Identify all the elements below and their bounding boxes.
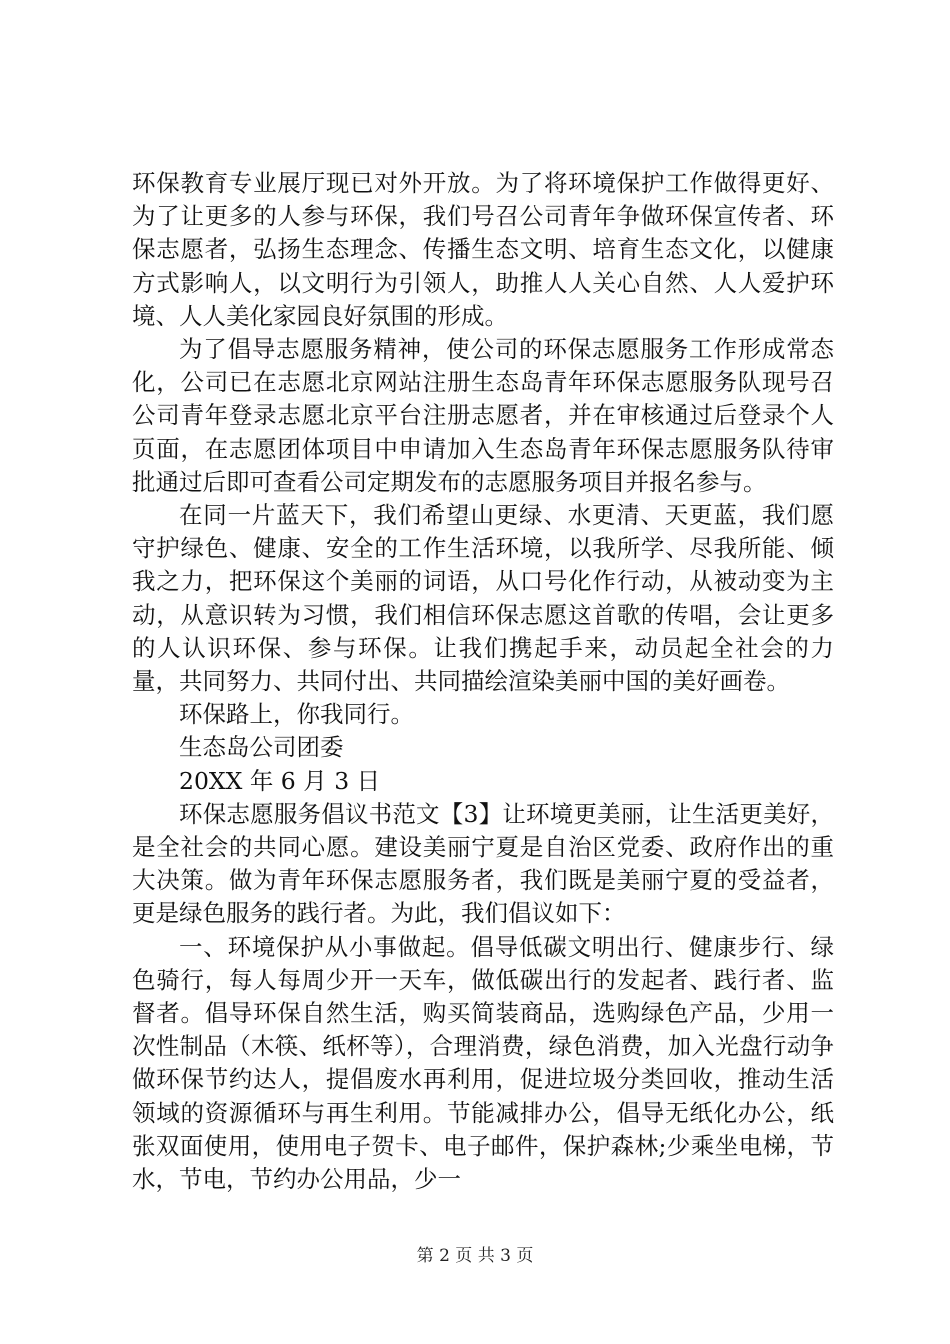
signature-date: 20XX 年 6 月 3 日 [179, 766, 381, 795]
paragraph-call-to-action: 在同一片蓝天下，我们希望山更绿、水更清、天更蓝，我们愿守护绿色、健康、安全的工作生活环境，以我所学、尽我所能、倾我之力，把环保这个美丽的词语，从口号化作行动，从被动变为主动，从意识转为习惯，我们相信环保志愿这首歌的传唱，会让更多的人认识环保、参与环保。让我们携起手来，动员起全社会的力量，共同努力、共同付出、共同描绘渲染美丽中国的美好画卷。 [132, 501, 834, 696]
paragraph-sample-3-intro: 环保志愿服务倡议书范文【3】让环境更美丽，让生活更美好，是全社会的共同心愿。建设美丽宁夏是自治区党委、政府作出的重大决策。做为青年环保志愿服务者，我们既是美丽宁夏的受益者，更是绿色服务的践行者。为此，我们倡议如下： [132, 799, 834, 928]
signature-organization: 生态岛公司团委 [179, 733, 344, 762]
page-footer [0, 1244, 950, 1268]
paragraph-continuation: 环保教育专业展厅现已对外开放。为了将环境保护工作做得更好、为了让更多的人参与环保，我们号召公司青年争做环保宣传者、环保志愿者，弘扬生态理念、传播生态文明、培育生态文化，以健康方式影响人，以文明行为引领人，助推人人关心自然、人人爱护环境、人人美化家园良好氛围的形成。 [132, 169, 834, 330]
paragraph-proposal-one: 一、环境保护从小事做起。倡导低碳文明出行、健康步行、绿色骑行，每人每周少开一天车，做低碳出行的发起者、践行者、监督者。倡导环保自然生活，购买简装商品，选购绿色产品，少用一次性制品（木筷、纸杯等），合理消费，绿色消费，加入光盘行动争做环保节约达人，提倡废水再利用，促进垃圾分类回收，推动生活领域的资源循环与再生利用。节能减排办公，倡导无纸化办公，纸张双面使用，使用电子贺卡、电子邮件，保护森林;少乘坐电梯，节水，节电，节约办公用品，少一 [132, 932, 834, 1194]
page-number-indicator: 第 2 页 共 3 页 [416, 1246, 534, 1266]
paragraph-slogan: 环保路上，你我同行。 [179, 700, 414, 729]
document-body [132, 167, 834, 1196]
paragraph-volunteer-registration: 为了倡导志愿服务精神，使公司的环保志愿服务工作形成常态化，公司已在志愿北京网站注册生态岛青年环保志愿服务队现号召公司青年登录志愿北京平台注册志愿者，并在审核通过后登录个人页面，在志愿团体项目中申请加入生态岛青年环保志愿服务队待审批通过后即可查看公司定期发布的志愿服务项目并报名参与。 [132, 335, 834, 496]
